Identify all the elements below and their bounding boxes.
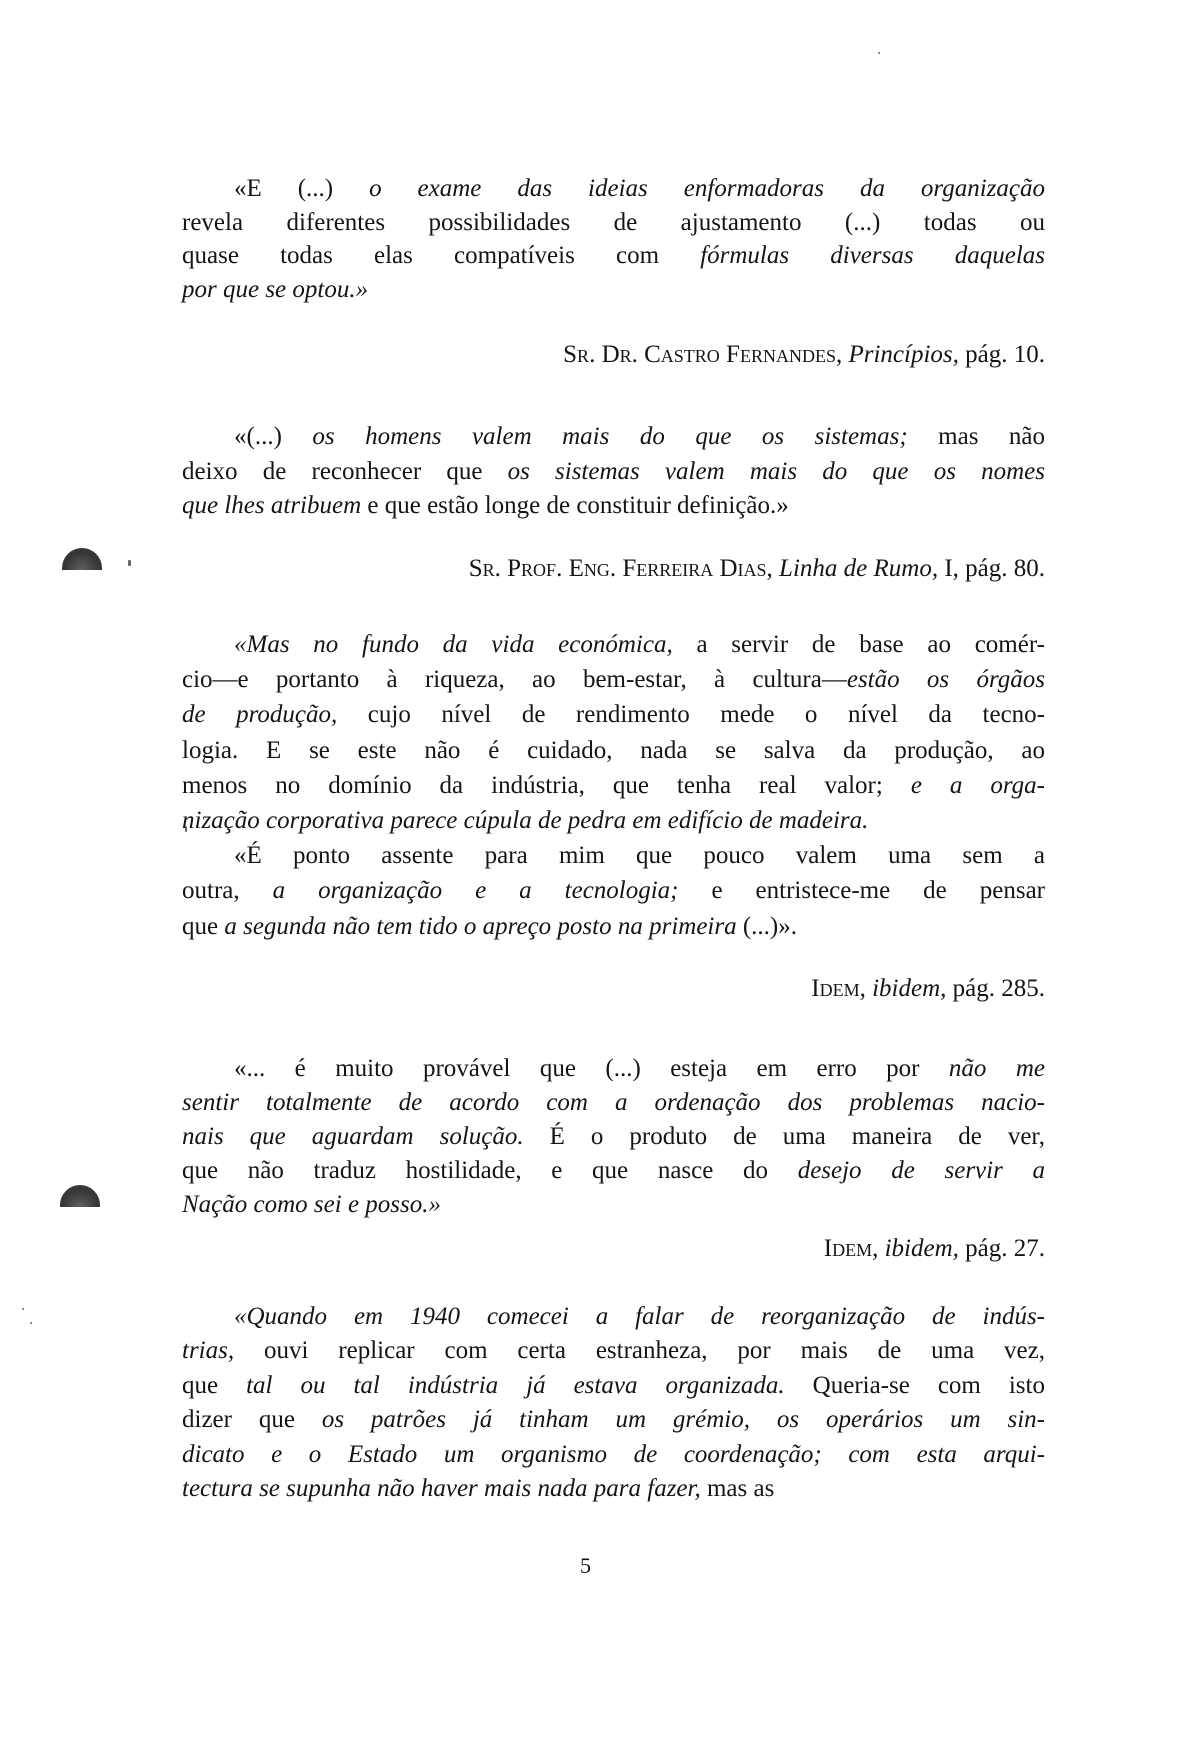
text-segment: cujo nível de rendimento mede o nível da tecno- bbox=[337, 701, 1046, 729]
quote-block bbox=[182, 1300, 1045, 1506]
text-segment: «E (...) bbox=[234, 175, 370, 202]
text-line bbox=[182, 1154, 1045, 1188]
text-line bbox=[182, 1403, 1045, 1437]
text-segment: mas não bbox=[907, 423, 1045, 450]
text-line bbox=[182, 489, 1045, 524]
text-line bbox=[182, 1120, 1045, 1154]
quote-block bbox=[182, 172, 1045, 306]
text-segment: que bbox=[182, 1371, 247, 1399]
text-line bbox=[182, 873, 1045, 908]
quote-attribution bbox=[824, 1235, 1045, 1263]
italic-text: o exame das ideias enformadoras da organização bbox=[369, 175, 1045, 202]
author-name: Idem, bbox=[823, 1235, 885, 1262]
italic-text: e a orga- bbox=[910, 771, 1046, 799]
italic-text: a segunda não tem tido o apreço posto na primeira bbox=[224, 912, 737, 940]
text-line bbox=[182, 1334, 1045, 1368]
quote-attribution bbox=[811, 975, 1045, 1003]
page-number: 5 bbox=[580, 1553, 591, 1578]
quote-attribution bbox=[469, 555, 1045, 583]
text-line bbox=[182, 803, 1045, 838]
text-line bbox=[182, 420, 1045, 455]
source-title: ibidem, bbox=[884, 1235, 959, 1262]
text-segment: deixo de reconhecer que bbox=[182, 457, 508, 485]
quote-block bbox=[182, 627, 1045, 944]
italic-text: dicato e o Estado um organismo de coordenação; com esta arqui- bbox=[182, 1440, 1045, 1468]
text-segment: «(...) bbox=[234, 423, 313, 450]
text-line bbox=[182, 239, 1045, 273]
text-line bbox=[182, 1052, 1045, 1086]
italic-text: tal ou tal indústria já estava organizada. bbox=[246, 1371, 785, 1399]
text-line bbox=[182, 1086, 1045, 1120]
italic-text: estão os órgãos bbox=[846, 666, 1045, 694]
punch-hole-mark bbox=[62, 548, 102, 570]
text-segment: (...)». bbox=[736, 912, 797, 940]
text-line bbox=[182, 206, 1045, 240]
text-line bbox=[182, 627, 1045, 662]
text-segment: «... é muito provável que (...) esteja em erro por bbox=[234, 1055, 949, 1082]
quote-block bbox=[182, 420, 1045, 524]
italic-text: os homens valem mais do que os sistemas; bbox=[312, 423, 908, 450]
italic-text: sentir totalmente de acordo com a ordenação dos problemas nacio- bbox=[182, 1089, 1045, 1116]
text-segment: que não traduz hostilidade, e que nasce do bbox=[182, 1157, 798, 1184]
italic-text: não me bbox=[948, 1055, 1045, 1082]
source-title: Linha de Rumo, bbox=[779, 555, 939, 582]
text-line bbox=[182, 273, 1045, 307]
ink-speck bbox=[30, 1322, 32, 1324]
source-title: ibidem, bbox=[872, 975, 947, 1002]
author-name: Sr. Dr. Castro Fernandes, bbox=[563, 341, 849, 368]
punch-hole-mark bbox=[60, 1185, 100, 1207]
italic-text: a organização e a tecnologia; bbox=[272, 877, 679, 905]
quote-block bbox=[182, 1052, 1045, 1222]
text-line bbox=[182, 909, 1045, 944]
text-line bbox=[182, 455, 1045, 490]
text-line bbox=[182, 1300, 1045, 1334]
text-line bbox=[182, 697, 1045, 732]
ink-speck bbox=[128, 560, 131, 566]
italic-text: desejo de servir a bbox=[797, 1157, 1045, 1184]
italic-text: nais que aguardam solução. bbox=[182, 1123, 524, 1150]
text-line bbox=[182, 172, 1045, 206]
text-segment: É o produto de uma maneira de ver, bbox=[523, 1123, 1045, 1150]
italic-text: tectura se supunha não haver mais nada para fazer, bbox=[182, 1474, 701, 1502]
text-segment: dizer que bbox=[182, 1406, 322, 1434]
author-name: Idem, bbox=[811, 975, 873, 1002]
italic-text: os patrões já tinham um grémio, os operários um sin- bbox=[321, 1406, 1046, 1434]
source-title: Princípios, bbox=[848, 341, 959, 368]
text-line bbox=[182, 1472, 1045, 1506]
text-line bbox=[182, 1188, 1045, 1222]
text-segment: outra, bbox=[182, 877, 273, 905]
text-segment: logia. E se este não é cuidado, nada se salva da produção, ao bbox=[182, 736, 1045, 764]
text-segment: mas as bbox=[700, 1474, 775, 1502]
text-segment: e que estão longe de constituir definição.» bbox=[361, 492, 789, 519]
italic-text: de produção, bbox=[182, 701, 338, 729]
page-reference: I, pág. 80. bbox=[938, 555, 1045, 582]
text-line bbox=[182, 1369, 1045, 1403]
italic-text: fórmulas diversas daquelas bbox=[700, 242, 1045, 269]
quote-attribution bbox=[563, 341, 1045, 369]
italic-text: nização corporativa parece cúpula de pedra em edifício de madeira. bbox=[182, 806, 869, 834]
text-segment: menos no domínio da indústria, que tenha real valor; bbox=[182, 771, 911, 799]
page-reference: pág. 285. bbox=[946, 975, 1045, 1002]
italic-text: os sistemas valem mais do que os nomes bbox=[507, 457, 1045, 485]
italic-text: «Quando em 1940 comecei a falar de reorganização de indús- bbox=[234, 1303, 1045, 1330]
text-segment: ouvi replicar com certa estranheza, por mais de uma vez, bbox=[234, 1337, 1045, 1365]
italic-text: trias, bbox=[182, 1337, 235, 1365]
text-segment: Queria-se com isto bbox=[784, 1371, 1045, 1399]
ink-speck bbox=[878, 52, 880, 54]
page-reference: pág. 10. bbox=[958, 341, 1045, 368]
text-segment: quase todas elas compatíveis com bbox=[182, 242, 701, 269]
italic-text: «Mas no fundo da vida económica, bbox=[234, 631, 673, 658]
text-segment: cio—e portanto à riqueza, ao bem-estar, à cultura— bbox=[182, 666, 847, 694]
text-segment: revela diferentes possibilidades de ajustamento (...) todas ou bbox=[182, 208, 1045, 236]
italic-text: Nação como sei e posso.» bbox=[182, 1191, 441, 1218]
text-line bbox=[182, 768, 1045, 803]
text-line bbox=[182, 1438, 1045, 1472]
text-line bbox=[182, 838, 1045, 873]
author-name: Sr. Prof. Eng. Ferreira Dias, bbox=[468, 555, 780, 582]
page-reference: pág. 27. bbox=[958, 1235, 1045, 1262]
ink-speck bbox=[22, 1308, 24, 1310]
text-segment: «É ponto assente para mim que pouco valem uma sem a bbox=[234, 842, 1045, 870]
text-line bbox=[182, 662, 1045, 697]
text-segment: que bbox=[182, 912, 225, 940]
text-segment: a servir de base ao comér- bbox=[672, 631, 1045, 658]
italic-text: por que se optou.» bbox=[182, 275, 369, 303]
text-segment: e entristece-me de pensar bbox=[678, 877, 1045, 905]
text-line bbox=[182, 733, 1045, 768]
italic-text: que lhes atribuem bbox=[182, 492, 362, 519]
